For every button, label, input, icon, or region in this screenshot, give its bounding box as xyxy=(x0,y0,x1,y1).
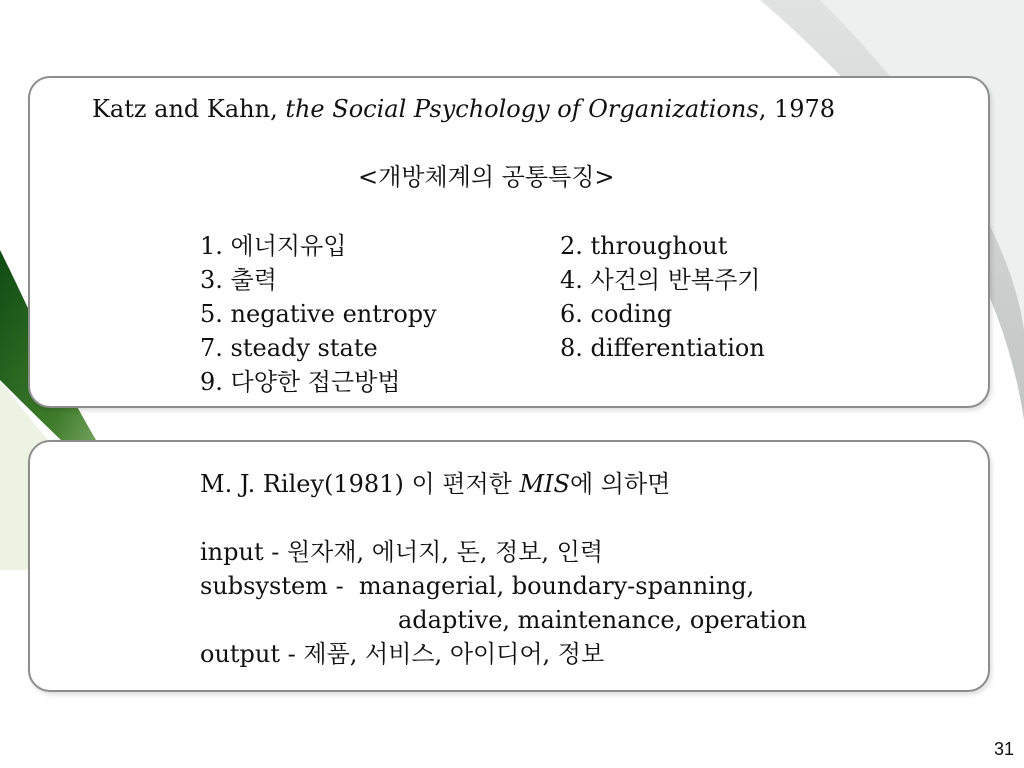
list-item-left: 7. steady state xyxy=(200,334,378,362)
subsystem-line: subsystem - managerial, boundary-spanning, xyxy=(200,572,755,600)
list-item-right: 4. 사건의 반복주기 xyxy=(560,266,761,294)
list-item-left: 1. 에너지유입 xyxy=(200,232,347,260)
list-item-right: 8. differentiation xyxy=(560,334,765,362)
list-item-right: 6. coding xyxy=(560,300,673,328)
list-item-left: 9. 다양한 접근방법 xyxy=(200,368,401,396)
open-system-characteristics-box xyxy=(28,76,990,408)
source-suffix: 에 의하면 xyxy=(569,470,671,498)
slide-number: 31 xyxy=(993,739,1014,759)
heading: <개방체계의 공통특징> xyxy=(358,163,615,191)
input-line: input - 원자재, 에너지, 돈, 정보, 인력 xyxy=(200,538,604,566)
list-item-left: 5. negative entropy xyxy=(200,300,437,328)
citation-line xyxy=(92,94,835,124)
citation-authors: Katz and Kahn, xyxy=(92,95,286,123)
list-item-right: 2. throughout xyxy=(560,232,728,260)
source-line xyxy=(200,469,670,499)
citation-year: , 1978 xyxy=(758,95,836,123)
source-title: MIS xyxy=(519,470,570,498)
source-prefix: M. J. Riley(1981) 이 편저한 xyxy=(200,470,520,498)
output-line: output - 제품, 서비스, 아이디어, 정보 xyxy=(200,640,605,668)
citation-title: the Social Psychology of Organizations xyxy=(285,95,759,123)
list-item-left: 3. 출력 xyxy=(200,266,277,294)
subsystem-continuation: adaptive, maintenance, operation xyxy=(398,606,807,634)
riley-mis-box xyxy=(28,440,990,692)
